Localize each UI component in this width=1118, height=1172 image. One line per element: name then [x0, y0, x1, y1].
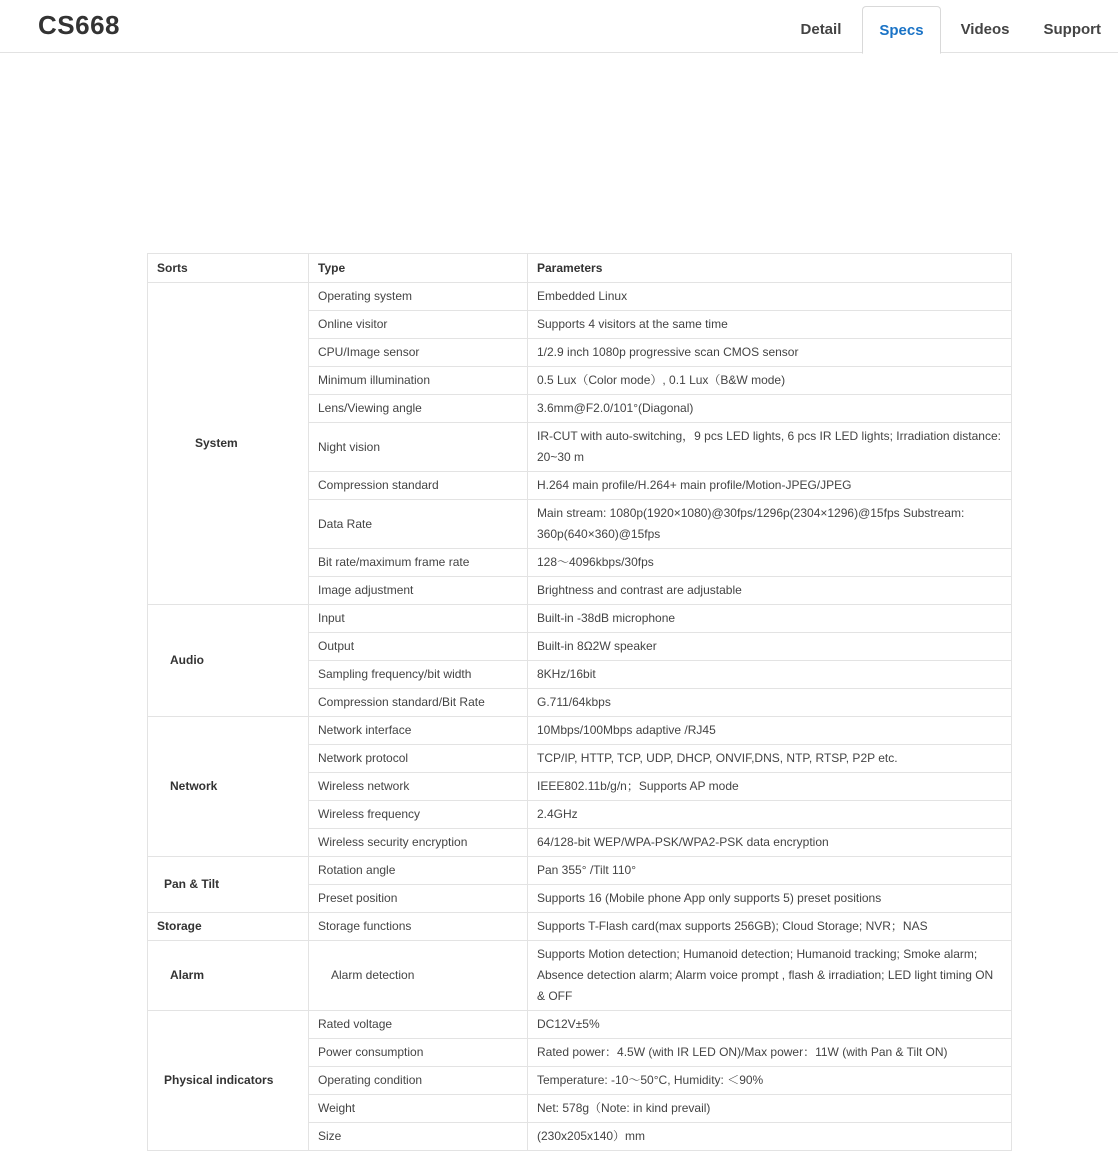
type-cell: Online visitor [309, 311, 528, 339]
sort-cell: System [148, 283, 309, 605]
specs-body [148, 283, 1012, 1151]
type-cell: Wireless security encryption [309, 829, 528, 857]
parameter-cell: Supports 16 (Mobile phone App only supports 5) preset positions [528, 885, 1012, 913]
parameter-cell: G.711/64kbps [528, 689, 1012, 717]
parameter-cell: Temperature: -10～50°C, Humidity: ＜90% [528, 1067, 1012, 1095]
type-cell: Storage functions [309, 913, 528, 941]
type-cell: Minimum illumination [309, 367, 528, 395]
specs-table [147, 253, 1012, 1151]
parameter-cell: IEEE802.11b/g/n；Supports AP mode [528, 773, 1012, 801]
parameter-cell: 10Mbps/100Mbps adaptive /RJ45 [528, 717, 1012, 745]
parameter-cell: Built-in 8Ω2W speaker [528, 633, 1012, 661]
type-cell: CPU/Image sensor [309, 339, 528, 367]
parameter-cell: (230x205x140）mm [528, 1123, 1012, 1151]
parameter-cell: Brightness and contrast are adjustable [528, 577, 1012, 605]
parameter-cell: Net: 578g（Note: in kind prevail) [528, 1095, 1012, 1123]
type-cell: Compression standard [309, 472, 528, 500]
type-cell: Operating condition [309, 1067, 528, 1095]
type-cell: Weight [309, 1095, 528, 1123]
type-cell: Power consumption [309, 1039, 528, 1067]
column-header-parameters: Parameters [528, 254, 1012, 283]
column-header-sorts: Sorts [148, 254, 309, 283]
parameter-cell: Built-in -38dB microphone [528, 605, 1012, 633]
sort-cell: Network [148, 717, 309, 857]
table-row [148, 1011, 1012, 1039]
type-cell: Output [309, 633, 528, 661]
type-cell: Network interface [309, 717, 528, 745]
sort-cell: Audio [148, 605, 309, 717]
type-cell: Operating system [309, 283, 528, 311]
type-cell: Bit rate/maximum frame rate [309, 549, 528, 577]
type-cell: Alarm detection [309, 941, 528, 1011]
parameter-cell: 3.6mm@F2.0/101°(Diagonal) [528, 395, 1012, 423]
parameter-cell: DC12V±5% [528, 1011, 1012, 1039]
type-cell: Input [309, 605, 528, 633]
type-cell: Preset position [309, 885, 528, 913]
parameter-cell: 8KHz/16bit [528, 661, 1012, 689]
type-cell: Wireless frequency [309, 801, 528, 829]
type-cell: Lens/Viewing angle [309, 395, 528, 423]
table-row [148, 857, 1012, 885]
table-row [148, 283, 1012, 311]
table-row [148, 717, 1012, 745]
parameter-cell: Main stream: 1080p(1920×1080)@30fps/1296p(2304×1296)@15fps Substream: 360p(640×360)@15fps [528, 500, 1012, 549]
sort-cell: Physical indicators [148, 1011, 309, 1151]
tab-videos[interactable]: Videos [960, 21, 1010, 38]
type-cell: Network protocol [309, 745, 528, 773]
parameter-cell: Pan 355° /Tilt 110° [528, 857, 1012, 885]
parameter-cell: Supports 4 visitors at the same time [528, 311, 1012, 339]
parameter-cell: 1/2.9 inch 1080p progressive scan CMOS sensor [528, 339, 1012, 367]
parameter-cell: Supports Motion detection; Humanoid detection; Humanoid tracking; Smoke alarm; Absence detection alarm; Alarm voice prompt , flash & irradiation; LED light timing ON & OFF [528, 941, 1012, 1011]
parameter-cell: TCP/IP, HTTP, TCP, UDP, DHCP, ONVIF,DNS, NTP, RTSP, P2P etc. [528, 745, 1012, 773]
table-row [148, 913, 1012, 941]
table-row [148, 941, 1012, 1011]
parameter-cell: H.264 main profile/H.264+ main profile/Motion-JPEG/JPEG [528, 472, 1012, 500]
parameter-cell: Embedded Linux [528, 283, 1012, 311]
type-cell: Data Rate [309, 500, 528, 549]
parameter-cell: 0.5 Lux（Color mode）, 0.1 Lux（B&W mode) [528, 367, 1012, 395]
parameter-cell: 64/128-bit WEP/WPA-PSK/WPA2-PSK data encryption [528, 829, 1012, 857]
parameter-cell: 128～4096kbps/30fps [528, 549, 1012, 577]
type-cell: Sampling frequency/bit width [309, 661, 528, 689]
parameter-cell: Rated power：4.5W (with IR LED ON)/Max power：11W (with Pan & Tilt ON) [528, 1039, 1012, 1067]
section-tabs [784, 6, 1118, 53]
type-cell: Wireless network [309, 773, 528, 801]
tab-detail[interactable]: Detail [800, 21, 842, 38]
type-cell: Size [309, 1123, 528, 1151]
type-cell: Rotation angle [309, 857, 528, 885]
sort-cell: Pan & Tilt [148, 857, 309, 913]
parameter-cell: 2.4GHz [528, 801, 1012, 829]
type-cell: Night vision [309, 423, 528, 472]
tab-specs[interactable]: Specs [862, 6, 940, 54]
product-title: CS668 [38, 10, 120, 40]
parameter-cell: Supports T-Flash card(max supports 256GB); Cloud Storage; NVR；NAS [528, 913, 1012, 941]
top-nav-bar [0, 0, 1118, 53]
type-cell: Image adjustment [309, 577, 528, 605]
table-row [148, 605, 1012, 633]
type-cell: Rated voltage [309, 1011, 528, 1039]
sort-cell: Storage [148, 913, 309, 941]
sort-cell: Alarm [148, 941, 309, 1011]
specs-header-row [148, 254, 1012, 283]
column-header-type: Type [309, 254, 528, 283]
type-cell: Compression standard/Bit Rate [309, 689, 528, 717]
parameter-cell: IR-CUT with auto-switching，9 pcs LED lights, 6 pcs IR LED lights; Irradiation distance: 20~30 m [528, 423, 1012, 472]
tab-support[interactable]: Support [1043, 21, 1101, 38]
